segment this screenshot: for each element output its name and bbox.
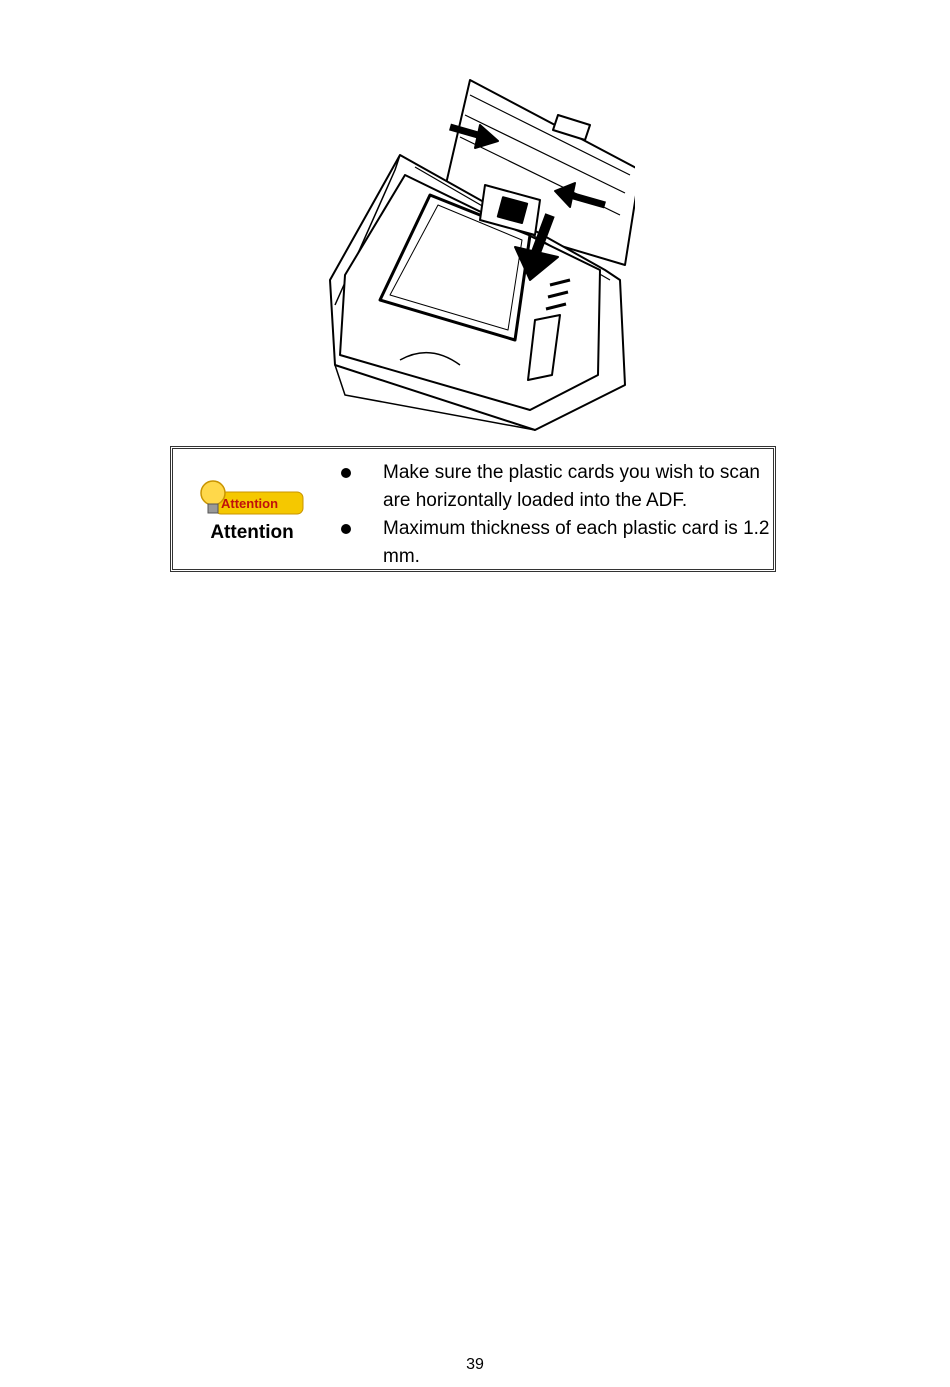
svg-text:Attention: Attention: [221, 496, 279, 511]
attention-label-cell: [173, 449, 331, 569]
attention-item-text: Maximum thickness of each plastic card is 1.2 mm.: [383, 518, 770, 567]
page-number: 39: [466, 1356, 484, 1373]
attention-note-box: [170, 446, 776, 572]
bullet-icon: [341, 468, 351, 478]
bullet-icon: [341, 524, 351, 534]
attention-label: Attention: [210, 522, 294, 543]
list-item: [333, 515, 779, 571]
attention-item-text: Make sure the plastic cards you wish to scan are horizontally loaded into the ADF.: [383, 462, 761, 511]
list-item: [333, 459, 779, 515]
attention-list: [333, 459, 779, 571]
scanner-card-loading-illustration: [320, 75, 635, 435]
attention-lightbulb-icon: [199, 479, 305, 519]
